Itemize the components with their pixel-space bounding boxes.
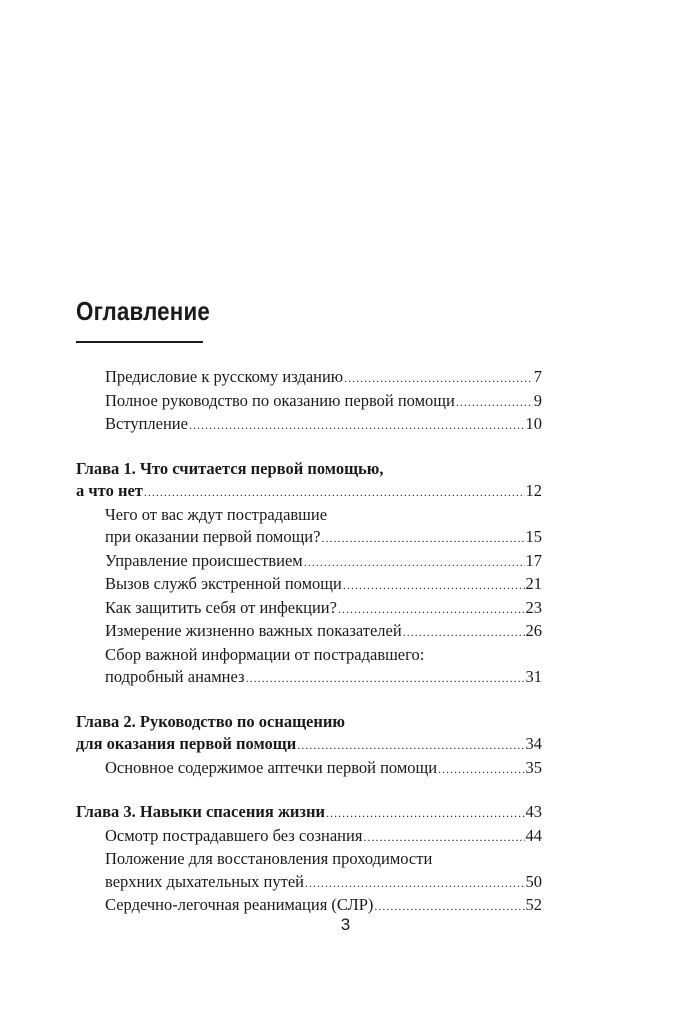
dot-leader <box>305 872 525 895</box>
dot-leader <box>438 758 524 781</box>
toc-page-number: 21 <box>525 574 542 593</box>
toc-entry-title: Вызов служб экстренной помощи <box>105 574 342 593</box>
toc-heading: Оглавление <box>76 296 210 326</box>
toc-entry[interactable] <box>76 894 542 918</box>
toc-page-number: 23 <box>525 597 542 617</box>
dot-leader <box>338 598 525 621</box>
dot-leader <box>456 391 533 414</box>
toc-entry-title: а что нет <box>76 481 143 500</box>
dot-leader <box>363 826 524 849</box>
toc-entry-title: Основное содержимое аптечки первой помощи <box>105 757 438 777</box>
toc-entry-title: Глава 2. Руководство по оснащению <box>76 711 345 731</box>
toc-page-number: 31 <box>525 667 542 686</box>
dot-leader <box>297 734 524 757</box>
toc-entry[interactable] <box>76 550 542 574</box>
toc-group <box>76 711 542 781</box>
toc-page-number: 7 <box>533 367 542 386</box>
toc-page-number: 50 <box>525 871 542 891</box>
toc-entry-title: Управление происшествием <box>105 550 303 570</box>
page-number: 3 <box>340 915 351 934</box>
toc-page-number: 35 <box>525 757 542 777</box>
dot-leader <box>403 621 525 644</box>
dot-leader <box>189 414 525 437</box>
dot-leader <box>344 367 533 390</box>
toc-entry[interactable] <box>76 504 542 550</box>
toc-page-number: 12 <box>525 481 542 500</box>
toc-page-number: 10 <box>525 414 542 433</box>
toc-group <box>76 801 542 918</box>
toc-page-number: 26 <box>525 621 542 640</box>
toc-entry[interactable] <box>76 848 542 894</box>
toc-group <box>76 366 542 437</box>
toc-entry-title: Полное руководство по оказанию первой помощи <box>105 390 455 410</box>
toc-entry[interactable] <box>76 757 542 781</box>
toc-entry[interactable] <box>76 573 542 597</box>
toc-page-number: 15 <box>525 527 542 546</box>
toc-entry-title: Положение для восстановления проходимости <box>105 849 433 868</box>
toc-chapter-entry[interactable] <box>76 801 542 825</box>
dot-leader <box>246 667 525 690</box>
toc-entry[interactable] <box>76 413 542 437</box>
toc-chapter-entry[interactable] <box>76 458 542 504</box>
toc-entry-title: Как защитить себя от инфекции? <box>105 597 337 617</box>
dot-leader <box>321 527 524 550</box>
toc-entry[interactable] <box>76 597 542 621</box>
toc-page-number: 43 <box>525 802 542 821</box>
toc-entry-title: для оказания первой помощи <box>76 734 297 753</box>
toc-entry-title: Сбор важной информации от пострадавшего: <box>105 644 425 664</box>
toc-entry-title: при оказании первой помощи? <box>105 527 321 546</box>
dot-leader <box>326 802 524 825</box>
heading-underline <box>76 341 203 343</box>
toc-entry[interactable] <box>76 390 542 414</box>
toc-entry[interactable] <box>76 620 542 644</box>
toc-entry-title: верхних дыхательных путей <box>105 871 304 891</box>
toc-entry-title: Предисловие к русскому изданию <box>105 367 344 386</box>
table-of-contents <box>76 366 542 939</box>
toc-page-number: 9 <box>533 390 542 410</box>
toc-page-number: 34 <box>525 734 542 753</box>
toc-chapter-entry[interactable] <box>76 711 542 757</box>
toc-entry-title: Глава 3. Навыки спасения жизни <box>76 802 326 821</box>
toc-entry-title: Измерение жизненно важных показателей <box>105 621 402 640</box>
toc-page-number: 44 <box>525 825 542 845</box>
toc-entry[interactable] <box>76 366 542 390</box>
dot-leader <box>304 551 525 574</box>
toc-group <box>76 458 542 690</box>
dot-leader <box>144 481 525 504</box>
toc-page-number: 52 <box>525 895 542 914</box>
toc-page-number: 17 <box>525 550 542 570</box>
toc-entry-title: подробный анамнез <box>105 667 245 686</box>
toc-entry-title: Чего от вас ждут пострадавшие <box>105 504 328 524</box>
toc-entry[interactable] <box>76 644 542 690</box>
toc-entry-title: Вступление <box>105 414 188 433</box>
toc-entry-title: Осмотр пострадавшего без сознания <box>105 825 363 845</box>
toc-entry-title: Глава 1. Что считается первой помощью, <box>76 458 384 478</box>
toc-entry-title: Сердечно-легочная реанимация (СЛР) <box>105 895 374 914</box>
dot-leader <box>343 574 525 597</box>
toc-entry[interactable] <box>76 825 542 849</box>
